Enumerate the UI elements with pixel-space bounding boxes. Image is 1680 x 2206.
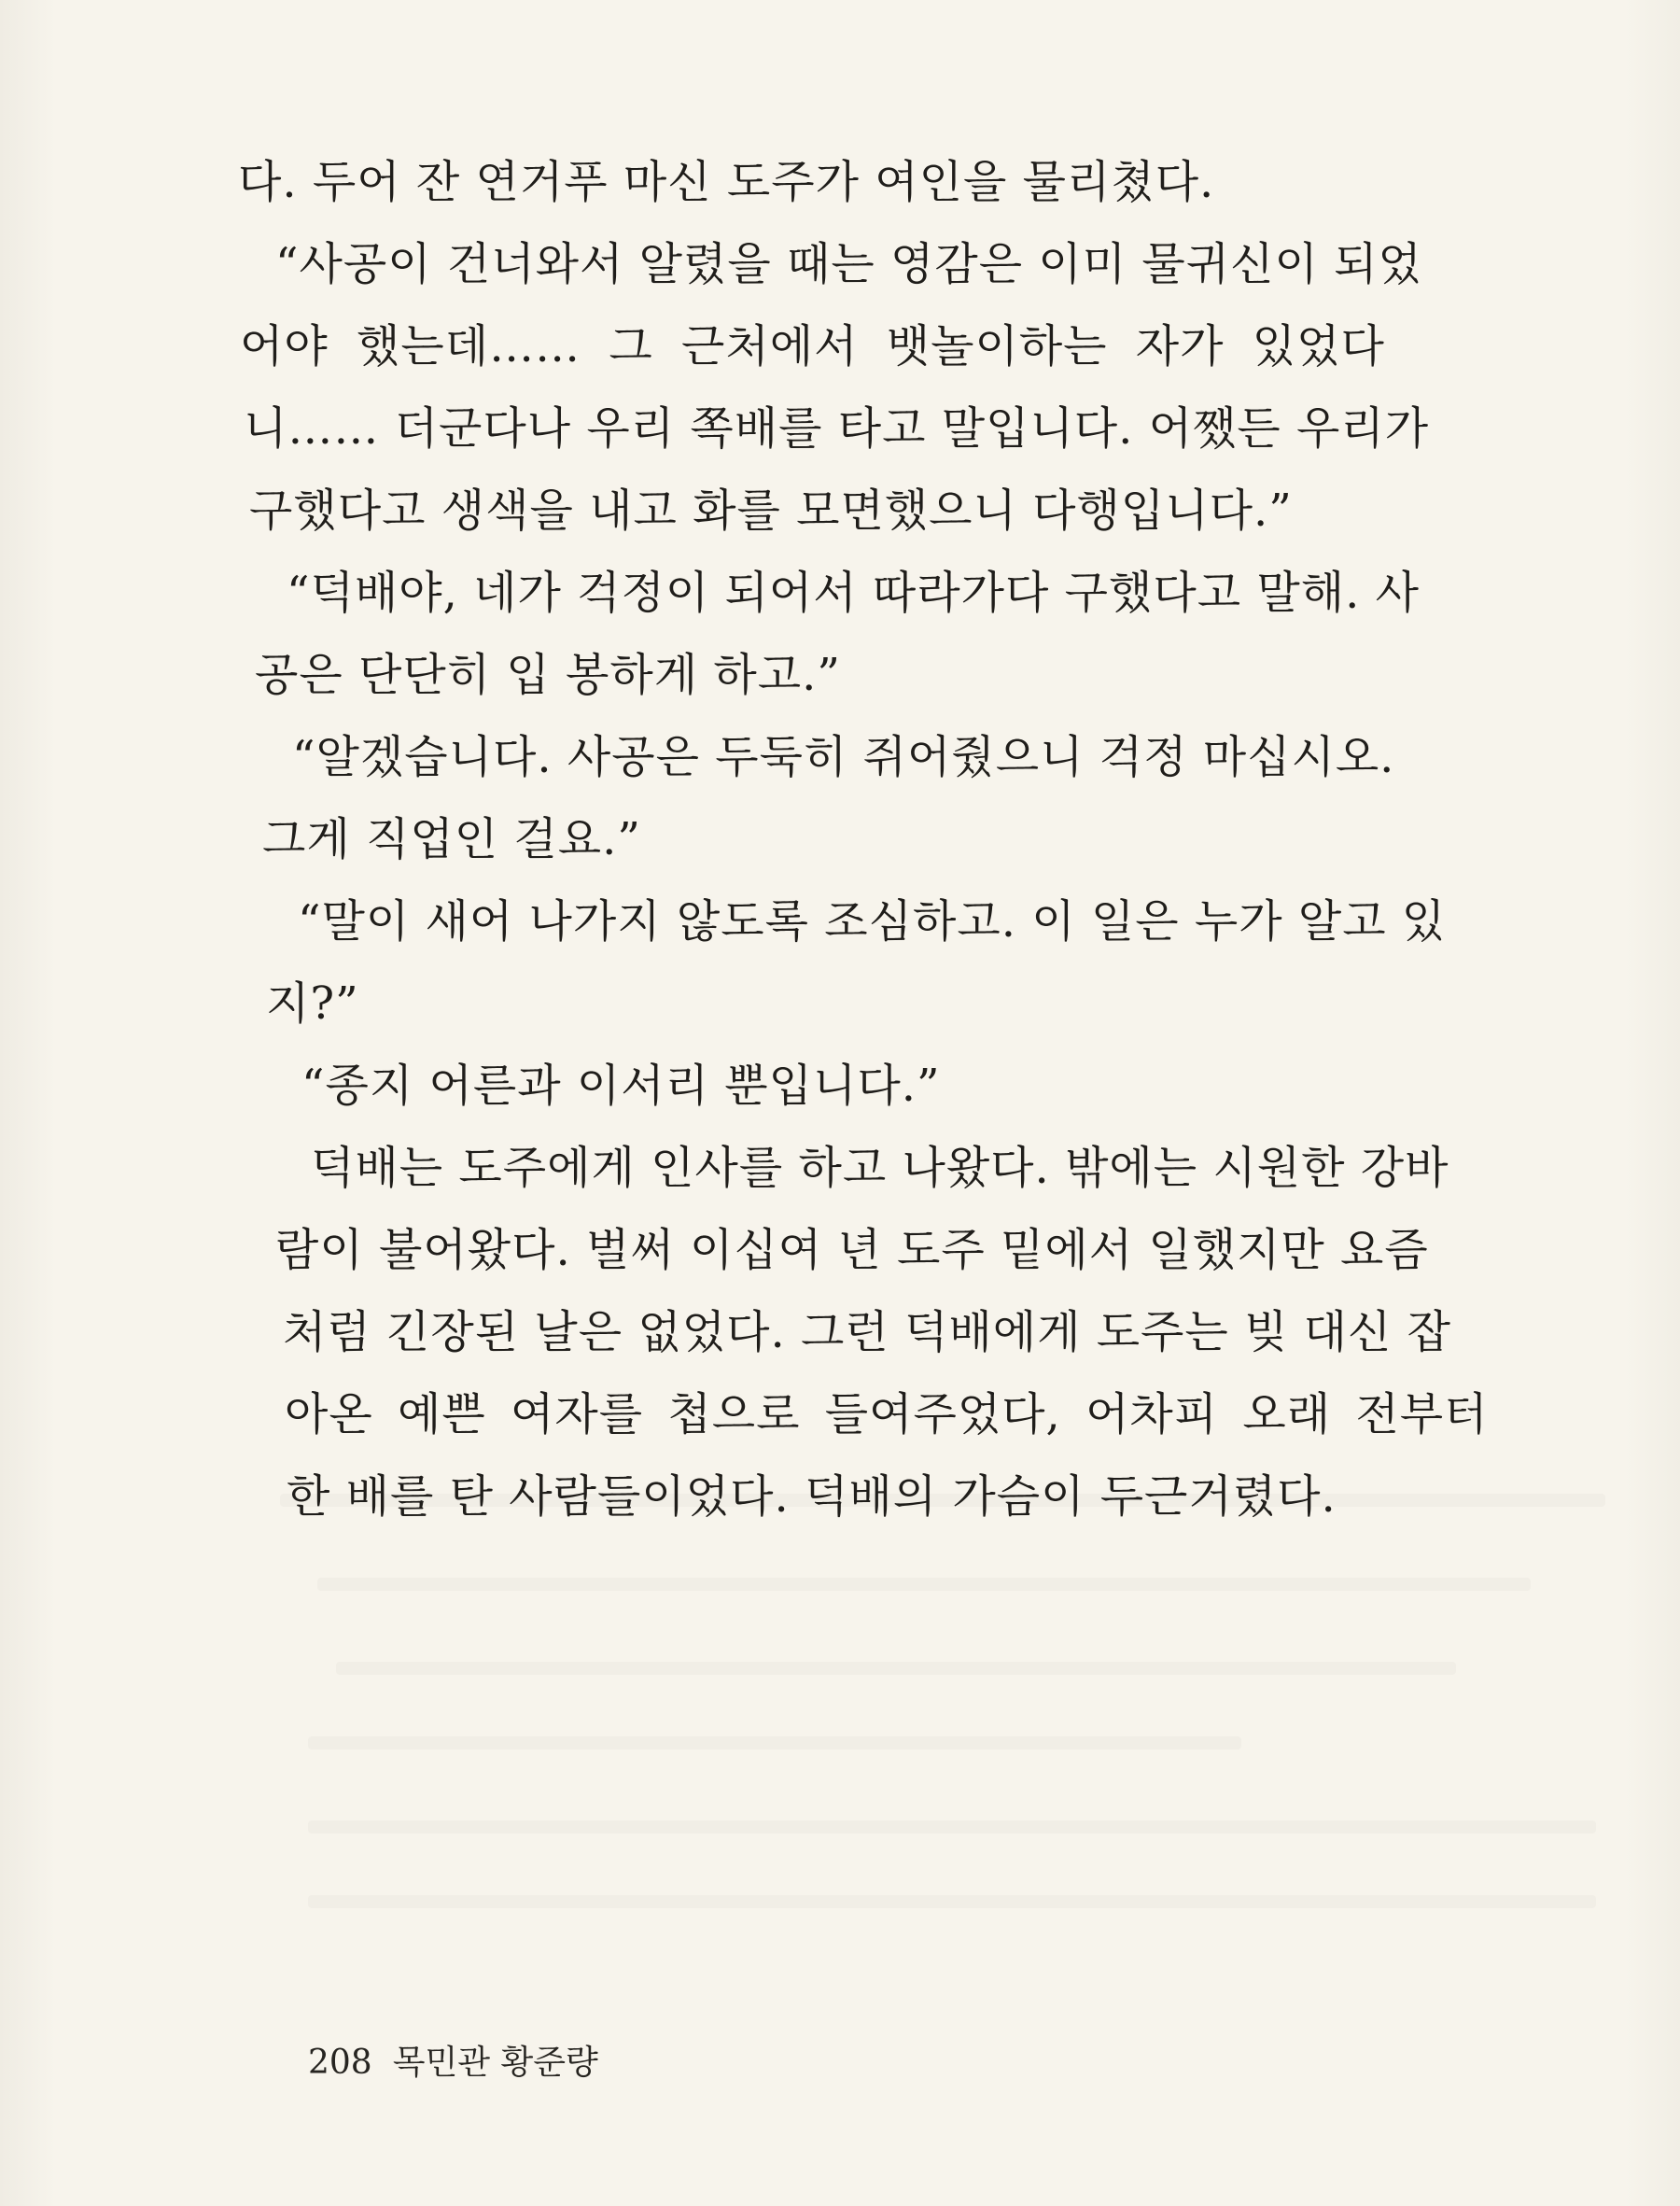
- text-line: “덕배야, 네가 걱정이 되어서 따라가다 구했다고 말해. 사: [287, 567, 1420, 619]
- text-line: 처럼 긴장된 날은 없었다. 그런 덕배에게 도주는 빚 대신 잡: [283, 1306, 1452, 1358]
- page-number: 208: [308, 2044, 372, 2082]
- text-line: 지?”: [266, 977, 359, 1030]
- text-line: 람이 불어왔다. 벌써 이십여 년 도주 밑에서 일했지만 요즘: [275, 1224, 1429, 1276]
- text-line: 다. 두어 잔 연거푸 마신 도주가 여인을 물리쳤다.: [238, 156, 1215, 208]
- text-line: 그게 직업인 걸요.”: [262, 813, 641, 865]
- bleed-through: [336, 1662, 1456, 1675]
- text-line: 니…… 더군다나 우리 쪽배를 타고 말입니다. 어쨌든 우리가: [244, 402, 1430, 455]
- text-line: 한 배를 탄 사람들이었다. 덕배의 가슴이 두근거렸다.: [287, 1470, 1337, 1523]
- text-line: 아온 예쁜 여자를 첩으로 들여주었다, 어차피 오래 전부터: [285, 1388, 1489, 1440]
- text-line: “알겠습니다. 사공은 두둑히 쥐어줬으니 걱정 마십시오.: [292, 731, 1395, 783]
- page-footer: [308, 2040, 598, 2087]
- bleed-through: [308, 1895, 1596, 1908]
- text-line: 어야 했는데…… 그 근처에서 뱃놀이하는 자가 있었다: [240, 320, 1385, 372]
- text-line: “사공이 건너와서 알렸을 때는 영감은 이미 물귀신이 되었: [275, 238, 1422, 290]
- text-line: 덕배는 도주에게 인사를 하고 나왔다. 밖에는 시원한 강바: [311, 1142, 1449, 1194]
- bleed-through: [308, 1736, 1241, 1749]
- bleed-through: [317, 1578, 1531, 1591]
- bleed-through: [308, 1820, 1596, 1834]
- book-title: 목민관 황준량: [392, 2044, 598, 2082]
- text-line: 공은 단단히 입 봉하게 하고.”: [255, 649, 841, 701]
- text-line: “말이 새어 나가지 않도록 조심하고. 이 일은 누가 알고 있: [298, 895, 1447, 948]
- text-line: 구했다고 생색을 내고 화를 모면했으니 다행입니다.”: [249, 485, 1293, 537]
- text-line: “종지 어른과 이서리 뿐입니다.”: [301, 1060, 941, 1112]
